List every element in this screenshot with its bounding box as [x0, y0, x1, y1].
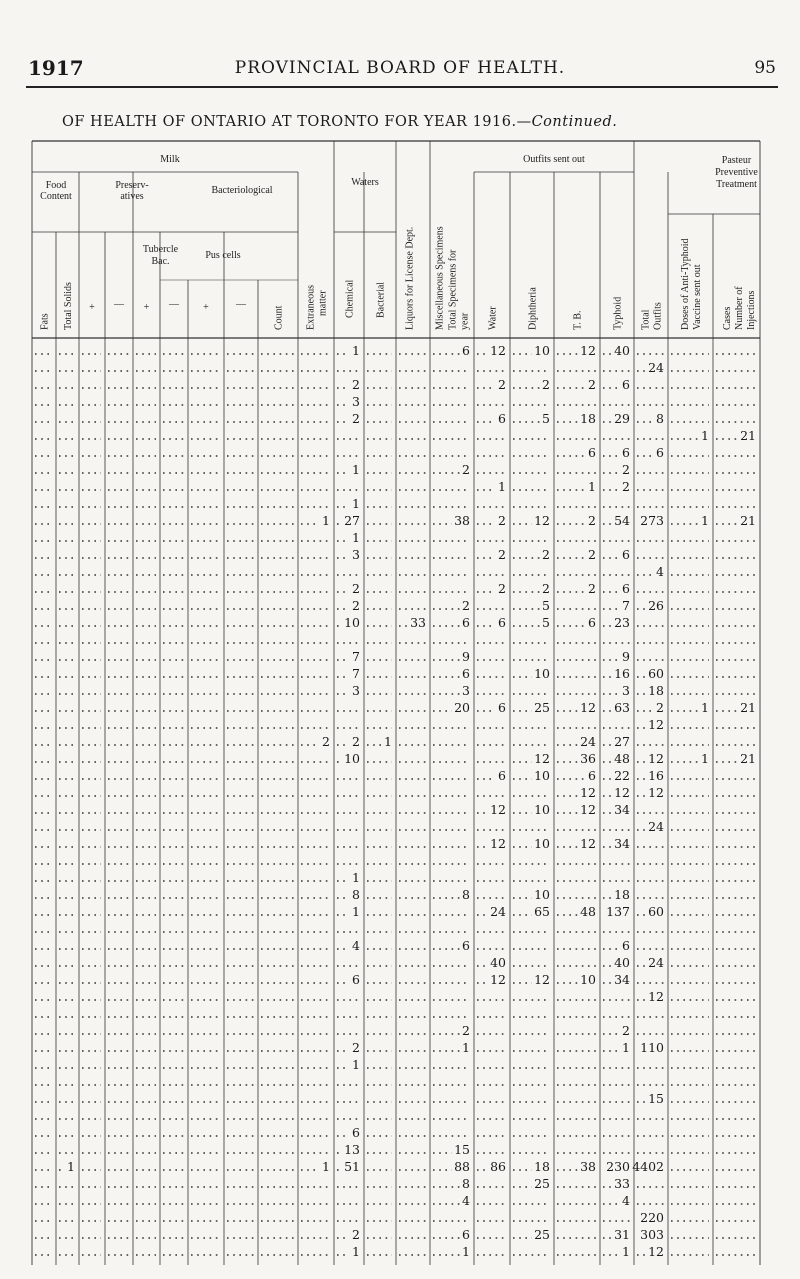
header-preservatives: atives	[120, 191, 144, 202]
header-preservatives: Preserv-	[115, 180, 149, 191]
table-cell: 23	[614, 615, 630, 630]
table-cell: 1	[352, 530, 360, 545]
table-cell: 27	[614, 734, 630, 749]
table-cell: 15	[648, 1091, 664, 1106]
header-minus: —	[236, 299, 246, 310]
table-cell: 25	[534, 700, 550, 715]
table-cell: 2	[542, 547, 550, 562]
table-cell: 6	[622, 938, 630, 953]
table-cell: 12	[648, 1244, 664, 1259]
table-cell: 18	[648, 683, 664, 698]
table-cell: 7	[352, 666, 360, 681]
header-total-specimens: Total Specimens for	[447, 249, 459, 330]
table-cell: 6	[498, 411, 506, 426]
table-cell: 88	[454, 1159, 470, 1174]
header-typhoid: Typhoid	[612, 296, 624, 330]
table-cell: 2	[656, 700, 664, 715]
table-cell: 12	[580, 802, 596, 817]
header-anti-typhoid: Vaccine sent out	[692, 264, 703, 330]
table-cell: 2	[498, 581, 506, 596]
table-cell: 2	[352, 581, 360, 596]
table-cell: 3	[352, 394, 360, 409]
table-cell: 273	[640, 513, 664, 528]
header-cases: Cases	[722, 306, 733, 330]
table-cell: 33	[614, 1176, 630, 1191]
table-cell: 7	[622, 598, 630, 613]
header-pasteur: Preventive	[715, 167, 758, 178]
table-cell: 15	[454, 1142, 470, 1157]
table-cell: 6	[588, 445, 596, 460]
table-cell: 6	[622, 445, 630, 460]
table-cell: 2	[588, 377, 596, 392]
table-cell: 40	[490, 955, 506, 970]
table-cell: 2	[462, 1023, 470, 1038]
table-cell: 13	[344, 1142, 360, 1157]
page-number: 95	[754, 58, 776, 78]
header-anti-typhoid: Doses of Anti-Typhoid	[680, 238, 691, 330]
table-cell: 12	[580, 785, 596, 800]
table-cell: 60	[648, 666, 664, 681]
header-extraneous-matter: Extraneous	[305, 285, 317, 330]
table-cell: 2	[352, 377, 360, 392]
table-cell: 1	[701, 700, 709, 715]
table-cell: 6	[462, 666, 470, 681]
header-misc-specimens: Miscellaneous Specimens	[434, 226, 446, 330]
header-total-solids: Total Solids	[63, 282, 74, 330]
table-cell: 12	[534, 513, 550, 528]
running-title: PROVINCIAL BOARD OF HEALTH.	[234, 58, 566, 78]
table-cell: 12	[648, 785, 664, 800]
table-cell: 10	[534, 768, 550, 783]
header-plus: +	[203, 302, 209, 313]
table-cell: 40	[614, 343, 630, 358]
table-cell: 2	[542, 377, 550, 392]
table-cell: 2	[352, 734, 360, 749]
table-cell: 34	[614, 802, 630, 817]
table-cell: 12	[490, 343, 506, 358]
table-cell: 24	[648, 955, 664, 970]
header-total-outfits: Total	[640, 309, 652, 330]
table-cell: 21	[740, 700, 756, 715]
table-cell: 2	[352, 598, 360, 613]
table-cell: 4	[622, 1193, 630, 1208]
table-cell: 1	[462, 1040, 470, 1055]
table-cell: 2	[352, 411, 360, 426]
header-total-specimens: year	[459, 312, 471, 330]
table-cell: 40	[614, 955, 630, 970]
table-cell: 86	[490, 1159, 506, 1174]
table-cell: 33	[410, 615, 426, 630]
table-cell: 3	[352, 547, 360, 562]
table-cell: 2	[588, 581, 596, 596]
header-pasteur: Pasteur	[721, 155, 752, 166]
table-cell: 6	[498, 700, 506, 715]
table-cell: 12	[614, 785, 630, 800]
table-cell: 18	[614, 887, 630, 902]
table-cell: 2	[588, 547, 596, 562]
table-cell: 137	[606, 904, 630, 919]
table-cell: 4	[352, 938, 360, 953]
table-cell: 230	[606, 1159, 630, 1174]
table-cell: 24	[648, 819, 664, 834]
table-cell: 4	[462, 1193, 470, 1208]
table-cell: 6	[462, 1227, 470, 1242]
table-cell: 220	[640, 1210, 664, 1225]
table-cell: 24	[490, 904, 506, 919]
header-bacterial: Bacterial	[375, 281, 387, 318]
table-cell: 6	[588, 768, 596, 783]
table-cell: 5	[542, 598, 550, 613]
table-cell: 1	[352, 1057, 360, 1072]
table-cell: 6	[622, 377, 630, 392]
table-cell: 18	[534, 1159, 550, 1174]
header-minus: —	[114, 299, 124, 310]
header-tubercle-bac: Tubercle	[142, 244, 179, 255]
table-cell: 12	[580, 343, 596, 358]
table-cell: 6	[498, 615, 506, 630]
table-cell: 16	[648, 768, 664, 783]
subtitle-prefix: OF HEALTH OF ONTARIO AT TORONTO FOR YEAR 1916.—	[62, 114, 532, 130]
table-cell: 110	[640, 1040, 664, 1055]
table-cell: 4402	[632, 1159, 664, 1174]
table-cell: 3	[352, 683, 360, 698]
table-cell: 34	[614, 972, 630, 987]
table-cell: 12	[534, 972, 550, 987]
table-cell: 1	[384, 734, 392, 749]
table-cell: 1	[67, 1159, 75, 1174]
header-milk: Milk	[160, 154, 180, 165]
table-cell: 1	[352, 1244, 360, 1259]
table-cell: 2	[542, 581, 550, 596]
table-cell: 2	[588, 513, 596, 528]
table-cell: 18	[580, 411, 596, 426]
table-cell: 16	[614, 666, 630, 681]
table-cell: 9	[462, 649, 470, 664]
header-injections: Number of	[734, 286, 745, 330]
header-minus: —	[169, 299, 179, 310]
dot-leaders	[35, 354, 756, 1255]
table-cell: 3	[462, 683, 470, 698]
table-cell: 1	[588, 479, 596, 494]
page-year: 1917	[28, 56, 84, 80]
header-liquors: Liquors for License Dept.	[404, 226, 416, 330]
header-food-content: Food	[45, 180, 67, 191]
table-cell: 2	[352, 1227, 360, 1242]
table-cell: 6	[462, 615, 470, 630]
header-diphtheria: Diphtheria	[527, 287, 539, 330]
header-injections: Injections	[746, 290, 757, 330]
header-pasteur: Treatment	[716, 179, 757, 190]
subtitle-continued: Continued.	[531, 114, 618, 130]
table-cell: 10	[534, 343, 550, 358]
header-outfits-sent-out: Outfits sent out	[523, 154, 585, 165]
header-food-content: Content	[40, 191, 72, 202]
table-cell: 12	[490, 836, 506, 851]
header-water: Water	[487, 306, 499, 330]
table-cell: 6	[352, 972, 360, 987]
header-fats: Fats	[39, 313, 51, 330]
table-cell: 38	[580, 1159, 596, 1174]
table-cell: 1	[701, 428, 709, 443]
table-cell: 1	[352, 904, 360, 919]
table-cell: 8	[462, 1176, 470, 1191]
table-cell: 24	[580, 734, 596, 749]
table-cell: 38	[454, 513, 470, 528]
table-cell: 21	[740, 513, 756, 528]
header-plus: +	[143, 302, 150, 313]
table-header	[40, 154, 759, 330]
table-cell: 2	[622, 1023, 630, 1038]
table-cell: 10	[534, 802, 550, 817]
table-cell: 29	[614, 411, 630, 426]
header-count: Count	[273, 305, 285, 330]
table-cell: 8	[462, 887, 470, 902]
table-cell: 25	[534, 1176, 550, 1191]
header-bacteriological: Bacteriological	[211, 185, 273, 196]
table-cell: 24	[648, 360, 664, 375]
table-cell: 12	[580, 836, 596, 851]
header-pus-cells: Pus cells	[205, 250, 241, 261]
table-cell: 12	[648, 989, 664, 1004]
table-cell: 34	[614, 836, 630, 851]
table-cell: 1	[322, 1159, 330, 1174]
table-cell: 48	[580, 904, 596, 919]
table-cell: 21	[740, 428, 756, 443]
header-chemical: Chemical	[344, 279, 356, 318]
table-cell: 1	[622, 1244, 630, 1259]
header-tubercle-bac: Bac.	[151, 256, 170, 267]
table-cell: 6	[656, 445, 664, 460]
table-cell: 10	[534, 836, 550, 851]
table-cell: 8	[352, 887, 360, 902]
table-cell: 6	[352, 1125, 360, 1140]
table-cell: 27	[344, 513, 360, 528]
table-cell: 2	[622, 462, 630, 477]
table-cell: 1	[352, 870, 360, 885]
table-cell: 10	[534, 666, 550, 681]
table-cell: 1	[462, 1244, 470, 1259]
table-cell: 1	[622, 1040, 630, 1055]
table-cell: 12	[648, 717, 664, 732]
table-cell: 54	[614, 513, 630, 528]
table-cell: 36	[580, 751, 596, 766]
table-cell: 7	[352, 649, 360, 664]
table-cell: 10	[344, 615, 360, 630]
table-cell: 4	[656, 564, 664, 579]
table-cell: 8	[656, 411, 664, 426]
table-cell: 1	[352, 496, 360, 511]
table-cell: 3	[622, 683, 630, 698]
table-cell: 10	[534, 887, 550, 902]
table-cell: 2	[622, 479, 630, 494]
table-cell: 5	[542, 411, 550, 426]
table-cell: 1	[322, 513, 330, 528]
table-cell: 21	[740, 751, 756, 766]
table-cell: 12	[580, 700, 596, 715]
table-cell: 2	[352, 1040, 360, 1055]
table-cell: 1	[352, 462, 360, 477]
table-cell: 51	[344, 1159, 360, 1174]
table-cell: 20	[454, 700, 470, 715]
table-cell: 48	[614, 751, 630, 766]
table-cell: 25	[534, 1227, 550, 1242]
table-cell: 22	[614, 768, 630, 783]
table-cell: 2	[322, 734, 330, 749]
table-cell: 10	[580, 972, 596, 987]
header-total-outfits: Outfits	[652, 302, 664, 330]
header-plus: +	[89, 302, 95, 313]
table-cell: 2	[498, 513, 506, 528]
table-cell: 2	[462, 462, 470, 477]
table-cell: 6	[588, 615, 596, 630]
table-cell: 6	[462, 343, 470, 358]
table-cell: 6	[498, 768, 506, 783]
table-cell: 6	[462, 938, 470, 953]
table-cell: 63	[614, 700, 630, 715]
table-cell: 6	[622, 547, 630, 562]
table-cell: 31	[614, 1227, 630, 1242]
table-cell: 6	[622, 581, 630, 596]
table-cell: 1	[352, 343, 360, 358]
table-cell: 12	[648, 751, 664, 766]
table-cell: 2	[498, 377, 506, 392]
table-cell: 5	[542, 615, 550, 630]
header-tb: T. B.	[572, 310, 584, 330]
header-extraneous-matter: matter	[317, 290, 329, 316]
table-cell: 1	[701, 751, 709, 766]
table-cell: 12	[490, 972, 506, 987]
table-cell: 1	[498, 479, 506, 494]
table-cell: 65	[534, 904, 550, 919]
table-cell: 2	[462, 598, 470, 613]
table-cell: 1	[701, 513, 709, 528]
table-cell: 9	[622, 649, 630, 664]
table-cell: 26	[648, 598, 664, 613]
table-cell: 12	[534, 751, 550, 766]
header-waters: Waters	[351, 177, 379, 188]
table-body	[67, 343, 756, 1259]
table-cell: 12	[490, 802, 506, 817]
table-cell: 60	[648, 904, 664, 919]
table-cell: 2	[498, 547, 506, 562]
table-cell: 303	[640, 1227, 664, 1242]
table-cell: 10	[344, 751, 360, 766]
